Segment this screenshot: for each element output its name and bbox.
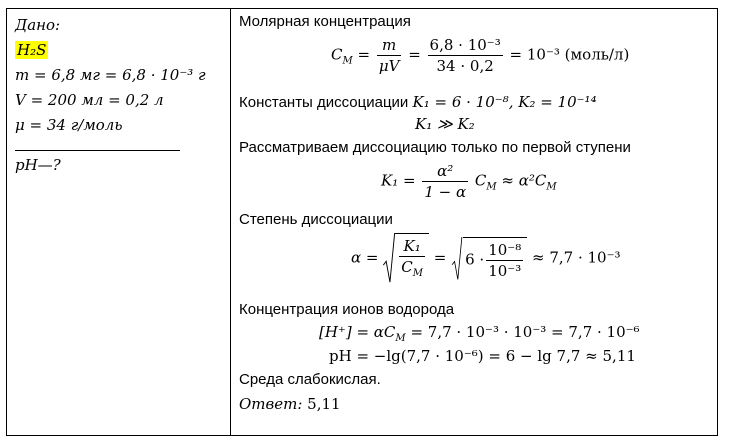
- sqrt-sign-icon: [451, 237, 463, 281]
- hydrogen-heading: Концентрация ионов водорода: [239, 301, 455, 318]
- given-rule: [15, 150, 180, 151]
- medium-text: Среда слабокислая.: [239, 371, 381, 388]
- given-column: [15, 13, 227, 178]
- solution-table: [6, 8, 718, 436]
- column-divider: [230, 9, 231, 435]
- alpha-sqrt-1: $\frac{\text{K₁}}{C_M}$: [383, 233, 429, 284]
- k-relation: K₁ ≫ K₂: [415, 115, 475, 133]
- given-molar-mass: μ = 34 г/моль: [15, 116, 123, 134]
- cm-result: = 10⁻³ (моль/л): [509, 45, 630, 64]
- cm-equation: $C_M$ = $\frac{m}{\mu V}$ = $\frac{\text{6,8 · 10⁻³}}{34 \cdot 0,2}$ = 10⁻³ (моль/л): [331, 36, 630, 75]
- alpha-sqrt-2: 6 · $\frac{\text{10⁻⁸}}{\text{10⁻³}}$: [451, 237, 527, 281]
- molar-conc-heading: Молярная концентрация: [239, 13, 411, 30]
- alpha-result: ≈ 7,7 · 10⁻³: [532, 248, 621, 267]
- first-step-heading: Рассматриваем диссоциацию только по первой ступени: [239, 139, 631, 156]
- substance-highlight: H₂S: [17, 41, 47, 59]
- given-mass: m = 6,8 мг = 6,8 · 10⁻³ г: [15, 66, 206, 84]
- given-find: pH—?: [15, 156, 61, 174]
- alpha-equation: α = $\frac{\text{K₁}}{C_M}$ = 6 · $\frac{\text{10⁻⁸}}{\text{10⁻³}}$ ≈ 7,7 · 10⁻³: [351, 233, 621, 284]
- cm-fraction-2: $\frac{\text{6,8 · 10⁻³}}{34 \cdot 0,2}$: [429, 36, 501, 75]
- given-title: Дано:: [15, 16, 61, 34]
- sqrt-sign-icon: [383, 233, 395, 284]
- h-conc-equation: $[H^+] = \alpha C_M = 7,7 \cdot 10^{-3} \cdot 10^{-3} = 7,7 \cdot 10^{-6}$: [319, 323, 640, 344]
- given-volume: V = 200 мл = 0,2 л: [15, 91, 164, 109]
- answer-line: Ответ: 5,11: [239, 395, 341, 413]
- ph-equation: pH = −lg(7,7 · 10⁻⁶) = 6 − lg 7,7 ≈ 5,11: [329, 347, 636, 365]
- degree-heading: Степень диссоциации: [239, 211, 393, 228]
- k1-fraction: $\frac{\text{α²}}{1 - \alpha}$: [424, 162, 467, 201]
- constants-line: Константы диссоциации K₁ = 6 · 10⁻⁸, K₂ = 10⁻¹⁴: [239, 93, 597, 111]
- k1-equation: K₁ = $\frac{\text{α²}}{1 - \alpha}$ $C_M \approx \alpha^2C_M$: [381, 162, 557, 201]
- cm-fraction-1: $\frac{m}{\mu V}$: [378, 36, 400, 75]
